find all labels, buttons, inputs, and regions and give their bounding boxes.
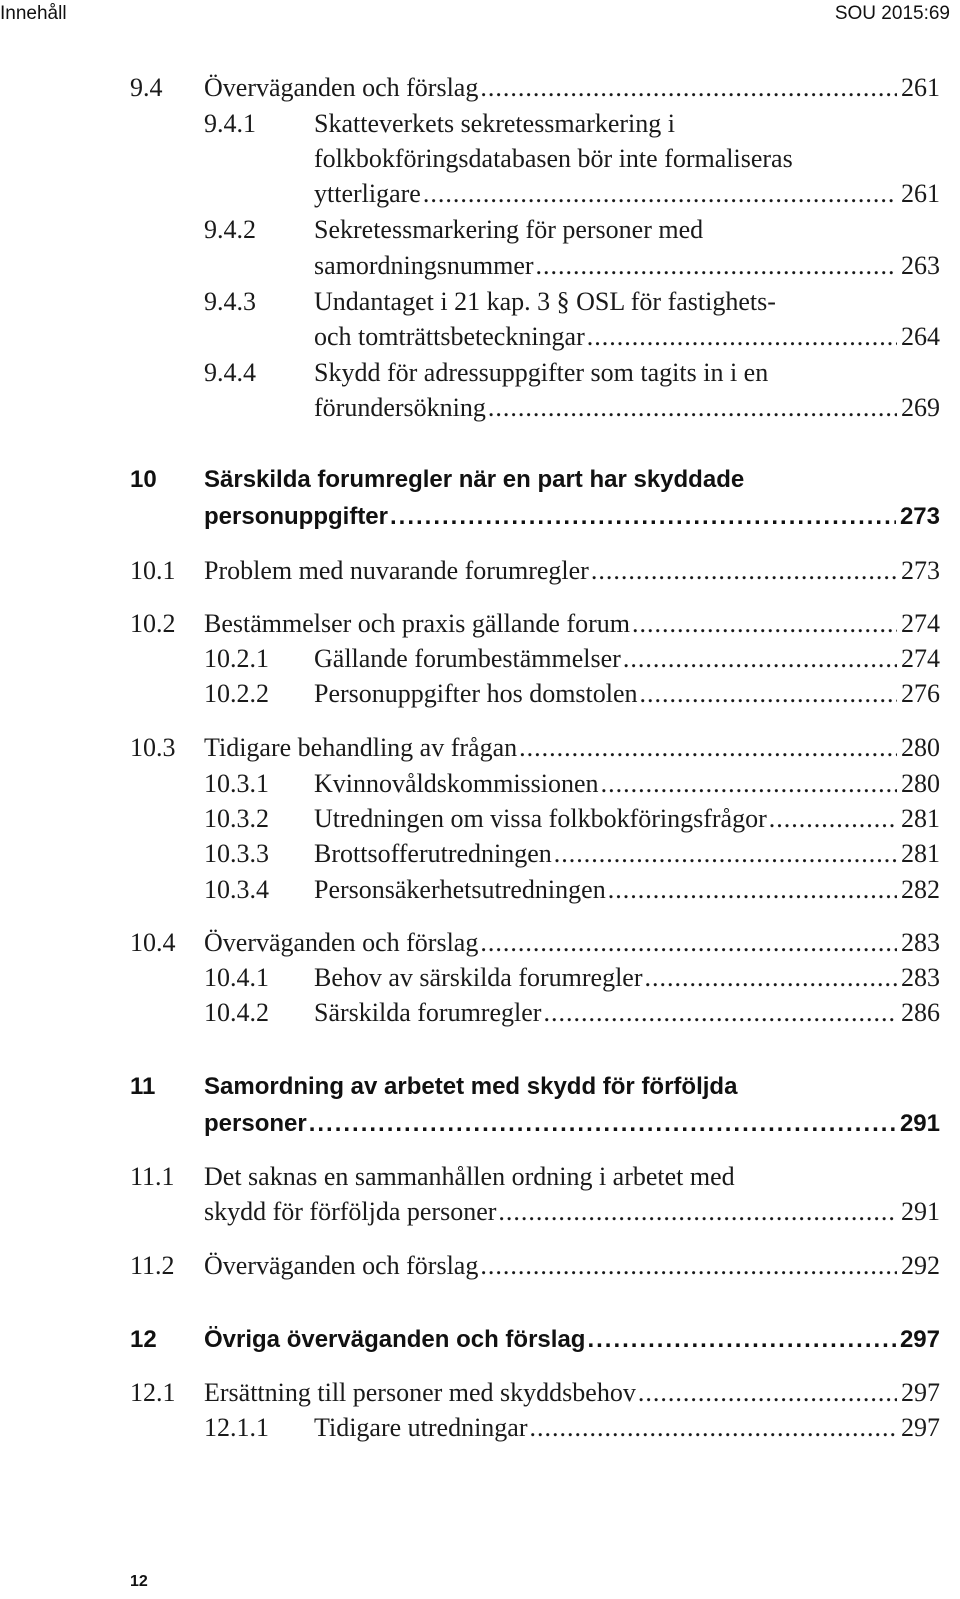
toc-page-number: 283	[901, 963, 940, 992]
toc-page-number: 282	[901, 875, 940, 904]
dot-leader	[645, 961, 897, 995]
toc-title-line: personuppgifter	[204, 503, 388, 530]
toc-line	[0, 996, 960, 1030]
dot-leader	[488, 391, 897, 425]
toc-leader-row	[204, 1249, 940, 1283]
toc-line	[0, 1323, 960, 1357]
toc-leader-row	[314, 873, 940, 907]
toc-leader-row	[204, 1376, 940, 1410]
toc-leader-row	[314, 802, 940, 836]
toc-title-line: Överväganden och förslag	[204, 73, 479, 102]
toc-line	[0, 677, 960, 711]
toc-title-line: Överväganden och förslag	[204, 928, 479, 957]
running-header	[0, 0, 960, 50]
toc-leader-row	[204, 926, 940, 960]
toc-page-number: 286	[901, 998, 940, 1027]
toc-title-line: Undantaget i 21 kap. 3 § OSL för fastighets-	[314, 287, 776, 316]
toc-section-number: 10.2	[130, 609, 176, 638]
toc-leader-row	[204, 731, 940, 765]
toc-leader-row	[314, 391, 940, 425]
toc-line	[0, 1195, 960, 1229]
header-section-title: Innehåll	[0, 3, 67, 24]
toc-section-number: 9.4.2	[204, 215, 256, 244]
toc-leader-row	[314, 961, 940, 995]
toc-leader-row	[314, 1411, 940, 1445]
toc-section-number: 9.4.4	[204, 358, 256, 387]
toc-line	[0, 249, 960, 283]
toc-page-number: 291	[901, 1197, 940, 1226]
toc-title-line: Det saknas en sammanhållen ordning i arbetet med	[204, 1162, 735, 1191]
toc-title-line: Sekretessmarkering för personer med	[314, 215, 704, 244]
toc-section-number: 12.1	[130, 1378, 176, 1407]
toc-title-line: Skydd för adressuppgifter som tagits in i en	[314, 358, 769, 387]
toc-line	[0, 391, 960, 425]
toc-title-line: Samordning av arbetet med skydd för förföljda	[204, 1073, 738, 1100]
toc-section-number: 10.2.2	[204, 679, 269, 708]
toc-title-line: Övriga överväganden och förslag	[204, 1326, 586, 1353]
dot-leader	[423, 177, 897, 211]
toc-page-number: 273	[901, 556, 940, 585]
toc-line	[0, 356, 960, 390]
toc-leader-row	[204, 607, 940, 641]
toc-line	[0, 142, 960, 176]
toc-line	[0, 554, 960, 588]
toc-section-number: 10.2.1	[204, 644, 269, 673]
dot-leader	[591, 554, 897, 588]
toc-title-line: Tidigare utredningar	[314, 1413, 528, 1442]
toc-section-number: 9.4	[130, 73, 163, 102]
toc-leader-row	[204, 71, 940, 105]
toc-section-number: 9.4.3	[204, 287, 256, 316]
toc-title-line: Tidigare behandling av frågan	[204, 733, 518, 762]
toc-line	[0, 1411, 960, 1445]
toc-section-number: 12.1.1	[204, 1413, 269, 1442]
toc-title-line: Särskilda forumregler när en part har skyddade	[204, 466, 745, 493]
dot-leader	[543, 996, 897, 1030]
toc-title-line: Personuppgifter hos domstolen	[314, 679, 638, 708]
toc-page-number: 280	[901, 733, 940, 762]
toc-title-line: Särskilda forumregler	[314, 998, 542, 1027]
toc-title-line: Överväganden och förslag	[204, 1251, 479, 1280]
toc-title-line: samordningsnummer	[314, 251, 534, 280]
toc-section-number: 11.2	[130, 1251, 175, 1280]
toc-page-number: 269	[901, 393, 940, 422]
toc-leader-row	[314, 177, 940, 211]
toc-leader-row	[314, 677, 940, 711]
toc-line	[0, 1160, 960, 1194]
toc-line	[0, 107, 960, 141]
dot-leader	[608, 873, 897, 907]
toc-section-number: 10.3.1	[204, 769, 269, 798]
toc-title-line: folkbokföringsdatabasen bör inte formaliseras	[314, 144, 793, 173]
toc-line	[0, 961, 960, 995]
toc-title-line: förundersökning	[314, 393, 486, 422]
toc-line	[0, 607, 960, 641]
toc-line	[0, 642, 960, 676]
toc-page-number: 261	[901, 73, 940, 102]
dot-leader	[623, 642, 897, 676]
toc-page-number: 281	[901, 804, 940, 833]
dot-leader	[480, 71, 897, 105]
toc-section-number: 11.1	[130, 1162, 175, 1191]
toc-section-number: 11	[130, 1073, 156, 1100]
toc-title-line: ytterligare	[314, 179, 421, 208]
toc-title-line: Kvinnovåldskommissionen	[314, 769, 599, 798]
toc-line	[0, 71, 960, 105]
toc-title-line: Behov av särskilda forumregler	[314, 963, 643, 992]
toc-section-number: 10.1	[130, 556, 176, 585]
dot-leader	[632, 607, 897, 641]
toc-line	[0, 500, 960, 534]
toc-page-number: 297	[901, 1378, 940, 1407]
toc-line	[0, 320, 960, 354]
toc-leader-row	[314, 996, 940, 1030]
toc-page-number: 280	[901, 769, 940, 798]
toc-title-line: skydd för förföljda personer	[204, 1197, 497, 1226]
toc-page-number: 292	[901, 1251, 940, 1280]
dot-leader	[498, 1195, 897, 1229]
dot-leader	[480, 926, 897, 960]
toc-line	[0, 1376, 960, 1410]
toc-page-number: 297	[901, 1413, 940, 1442]
toc-line	[0, 767, 960, 801]
toc-page-number: 291	[899, 1110, 940, 1137]
dot-leader	[638, 1376, 897, 1410]
header-report-id: SOU 2015:69	[834, 3, 950, 24]
toc-title-line: Bestämmelser och praxis gällande forum	[204, 609, 630, 638]
toc-page-number: 297	[899, 1326, 940, 1353]
toc-line	[0, 731, 960, 765]
toc-section-number: 10.4.1	[204, 963, 269, 992]
toc-leader-row	[204, 554, 940, 588]
dot-leader	[554, 837, 897, 871]
dot-leader	[587, 320, 897, 354]
toc-title-line: Problem med nuvarande forumregler	[204, 556, 589, 585]
toc-page-number: 261	[901, 179, 940, 208]
toc-title-line: Gällande forumbestämmelser	[314, 644, 621, 673]
toc-section-number: 12	[130, 1326, 157, 1353]
toc-title-line: Personsäkerhetsutredningen	[314, 875, 606, 904]
toc-line	[0, 1070, 960, 1104]
toc-leader-row	[314, 320, 940, 354]
toc-leader-row	[314, 837, 940, 871]
toc-line	[0, 463, 960, 497]
toc-leader-row	[314, 642, 940, 676]
toc-section-number: 10.4.2	[204, 998, 269, 1027]
toc-page-number: 263	[901, 251, 940, 280]
page-number: 12	[130, 1573, 148, 1590]
toc-section-number: 10.3	[130, 733, 176, 762]
toc-leader-row	[314, 767, 940, 801]
dot-leader	[536, 249, 897, 283]
dot-leader	[480, 1249, 897, 1283]
toc-leader-row	[204, 1323, 940, 1357]
toc-title-line: Brottsofferutredningen	[314, 839, 552, 868]
toc-section-number: 9.4.1	[204, 109, 256, 138]
toc-section-number: 10	[130, 466, 157, 493]
toc-page-number: 274	[901, 644, 940, 673]
toc-title-line: och tomträttsbeteckningar	[314, 322, 585, 351]
toc-title-line: Ersättning till personer med skyddsbehov	[204, 1378, 636, 1407]
toc-leader-row	[314, 249, 940, 283]
toc-title-line: personer	[204, 1110, 307, 1137]
toc-title-line: Skatteverkets sekretessmarkering i	[314, 109, 675, 138]
toc-section-number: 10.3.4	[204, 875, 269, 904]
dot-leader	[769, 802, 897, 836]
dot-leader	[309, 1107, 896, 1141]
toc-section-number: 10.4	[130, 928, 176, 957]
dot-leader	[587, 1323, 896, 1357]
toc-line	[0, 285, 960, 319]
toc-line	[0, 1107, 960, 1141]
dot-leader	[640, 677, 897, 711]
toc-leader-row	[204, 500, 940, 534]
toc-page-number: 273	[899, 503, 940, 530]
toc-line	[0, 177, 960, 211]
toc-page-number: 283	[901, 928, 940, 957]
toc-line	[0, 213, 960, 247]
toc-title-line: Utredningen om vissa folkbokföringsfrågor	[314, 804, 767, 833]
toc-line	[0, 802, 960, 836]
toc-page-number: 274	[901, 609, 940, 638]
dot-leader	[601, 767, 897, 801]
toc-section-number: 10.3.2	[204, 804, 269, 833]
toc-leader-row	[204, 1107, 940, 1141]
dot-leader	[519, 731, 897, 765]
toc-leader-row	[204, 1195, 940, 1229]
toc-line	[0, 837, 960, 871]
toc-section-number: 10.3.3	[204, 839, 269, 868]
toc-page-number: 264	[901, 322, 940, 351]
toc-page-number: 276	[901, 679, 940, 708]
dot-leader	[390, 500, 896, 534]
toc-line	[0, 1249, 960, 1283]
dot-leader	[530, 1411, 898, 1445]
toc-line	[0, 926, 960, 960]
toc-line	[0, 873, 960, 907]
toc-page-number: 281	[901, 839, 940, 868]
